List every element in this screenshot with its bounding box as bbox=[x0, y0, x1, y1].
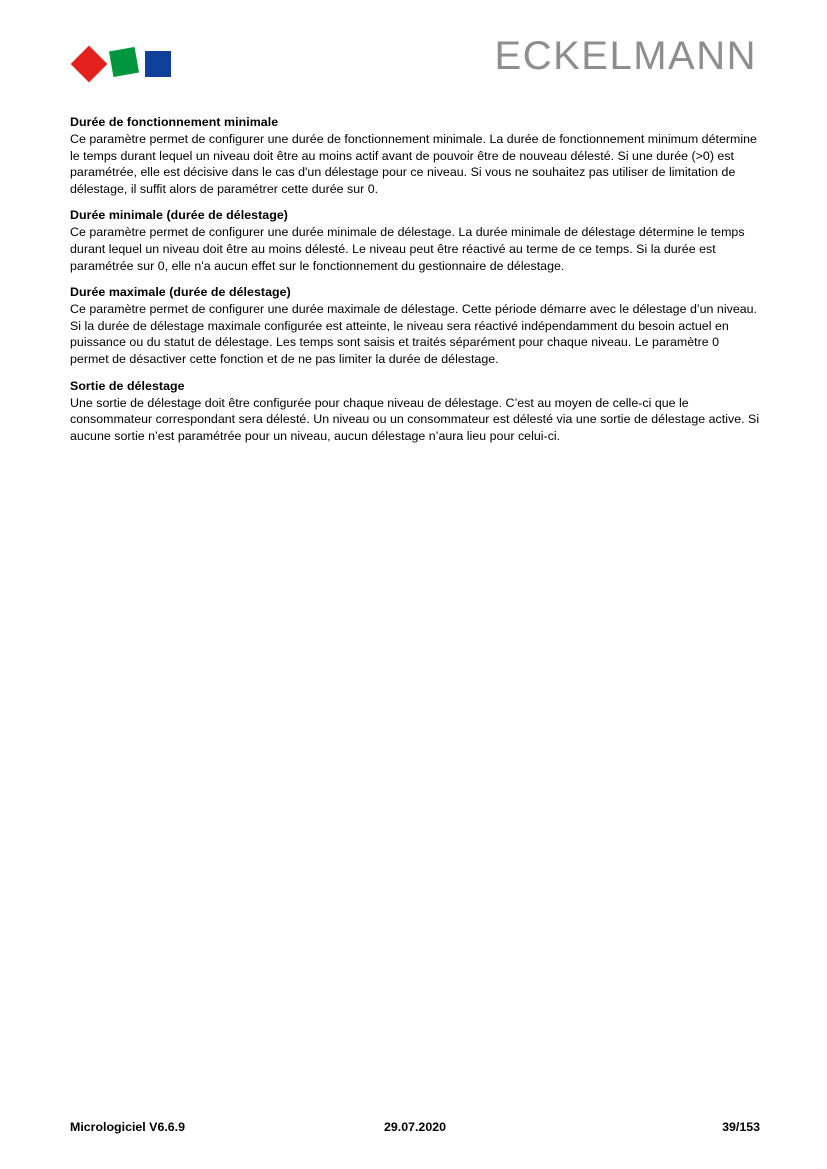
eckelmann-logo-icon bbox=[72, 44, 177, 84]
logo-square-blue bbox=[145, 51, 171, 77]
section-heading: Sortie de délestage bbox=[70, 378, 185, 393]
logo-square-red bbox=[71, 46, 108, 83]
page-footer bbox=[70, 1120, 760, 1138]
section-heading: Durée minimale (durée de délestage) bbox=[70, 208, 288, 223]
footer-date: 29.07.2020 bbox=[383, 1120, 446, 1134]
section-load-shedding-output bbox=[70, 378, 760, 445]
page-header bbox=[0, 26, 827, 96]
section-body: Une sortie de délestage doit être configurée pour chaque niveau de délestage. C’est au moyen de celle-ci que le consommateur correspondant sera délesté. Un niveau ou un consommateur est délesté via une sortie de délestage active. Si aucune sortie n’est paramétrée pour un niveau, aucun délestage n’aura lieu pour celui-ci. bbox=[70, 395, 760, 443]
section-minimum-duration bbox=[70, 207, 760, 274]
section-heading: Durée de fonctionnement minimale bbox=[70, 115, 279, 129]
logo-square-green bbox=[109, 47, 139, 77]
footer-page-number: 39/153 bbox=[722, 1120, 760, 1134]
section-heading: Durée maximale (durée de délestage) bbox=[70, 285, 291, 300]
section-body: Ce paramètre permet de configurer une durée de fonctionnement minimale. La durée de fonctionnement minimum détermine le temps durant lequel un niveau doit être au moins actif avant de pouvoir être de nouveau délesté. Si une durée (>0) est paramétrée, elle est décisive dans le cas d'un délestage pour ce niveau. Si vous ne souhaitez pas utiliser de limitation de délestage, il suffit alors de paramétrer cette durée sur 0. bbox=[70, 132, 757, 196]
footer-firmware-version: Micrologiciel V6.6.9 bbox=[70, 1120, 186, 1134]
brand-title: ECKELMANN bbox=[494, 34, 757, 78]
document-content bbox=[70, 114, 760, 454]
section-body: Ce paramètre permet de configurer une durée maximale de délestage. Cette période démarre avec le délestage d’un niveau. Si la durée de délestage maximale configurée est atteinte, le niveau sera réactivé indépendamment du besoin actuel en puissance ou du statut de délestage. Les temps sont saisis et traités séparément pour chaque niveau. Le paramètre 0 permet de désactiver cette fonction et de ne pas limiter la durée de délestage. bbox=[70, 302, 758, 366]
section-minimum-runtime bbox=[70, 114, 760, 197]
section-maximum-duration bbox=[70, 284, 760, 367]
section-body: Ce paramètre permet de configurer une durée minimale de délestage. La durée minimale de délestage détermine le temps durant lequel un niveau doit être au moins délesté. Le niveau peut être réactivé au terme de ce temps. Si la durée est paramétrée sur 0, elle n'a aucun effet sur le fonctionnement du gestionnaire de délestage. bbox=[70, 225, 745, 273]
